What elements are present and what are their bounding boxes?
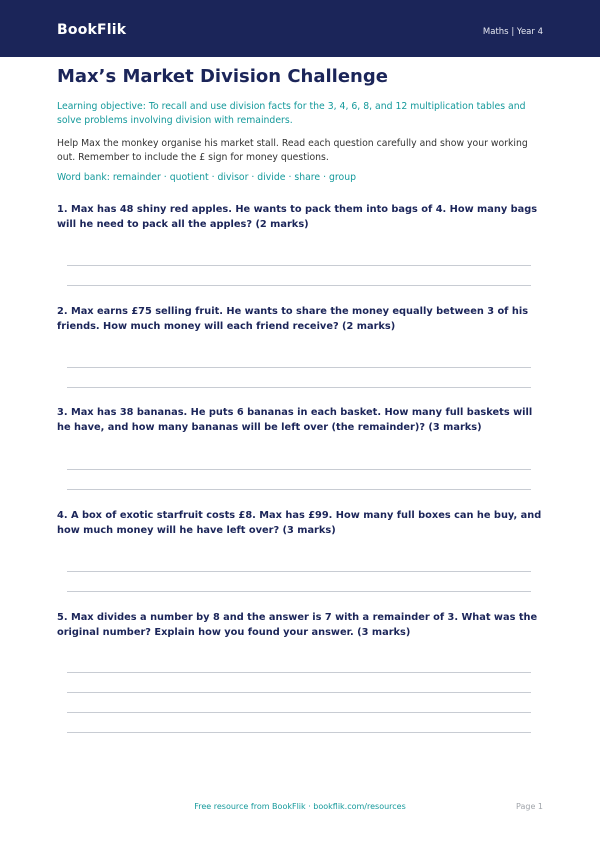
word-bank: Word bank: remainder · quotient · divisor · divide · share · group	[57, 172, 357, 183]
answer-line[interactable]	[67, 672, 531, 673]
subject-year-label: Maths | Year 4	[482, 27, 543, 37]
page-header	[0, 0, 600, 57]
answer-line[interactable]	[67, 285, 531, 286]
page-title: Max’s Market Division Challenge	[57, 66, 388, 87]
question-4: 4. A box of exotic starfruit costs £8. Max has £99. How many full boxes can he buy, and how much money will he have left over? (3 marks)	[57, 510, 542, 536]
brand-logo[interactable]: BookFlik	[57, 22, 127, 38]
answer-line[interactable]	[67, 732, 531, 733]
question-3: 3. Max has 38 bananas. He puts 6 bananas in each basket. How many full baskets will he have, and how many bananas will be left over (the remainder)? (3 marks)	[57, 407, 533, 433]
question-2: 2. Max earns £75 selling fruit. He wants to share the money equally between 3 of his friends. How much money will each friend receive? (2 marks)	[57, 306, 529, 332]
answer-line[interactable]	[67, 712, 531, 713]
answer-line[interactable]	[67, 489, 531, 490]
instructions: Help Max the monkey organise his market stall. Read each question carefully and show your working out. Remember to include the £ sign for money questions.	[57, 138, 528, 163]
answer-line[interactable]	[67, 571, 531, 572]
learning-objective: Learning objective: To recall and use division facts for the 3, 4, 6, 8, and 12 multiplication tables and solve problems involving division with remainders.	[57, 101, 526, 126]
question-1: 1. Max has 48 shiny red apples. He wants to pack them into bags of 4. How many bags will he need to pack all the apples? (2 marks)	[57, 204, 538, 230]
page-number: Page 1	[516, 802, 543, 811]
answer-line[interactable]	[67, 265, 531, 266]
answer-line[interactable]	[67, 591, 531, 592]
answer-line[interactable]	[67, 692, 531, 693]
footer-link[interactable]: Free resource from BookFlik · bookflik.com/resources	[194, 802, 406, 811]
answer-line[interactable]	[67, 387, 531, 388]
answer-line[interactable]	[67, 367, 531, 368]
answer-line[interactable]	[67, 469, 531, 470]
question-5: 5. Max divides a number by 8 and the answer is 7 with a remainder of 3. What was the original number? Explain how you found your answer. (3 marks)	[57, 612, 538, 638]
